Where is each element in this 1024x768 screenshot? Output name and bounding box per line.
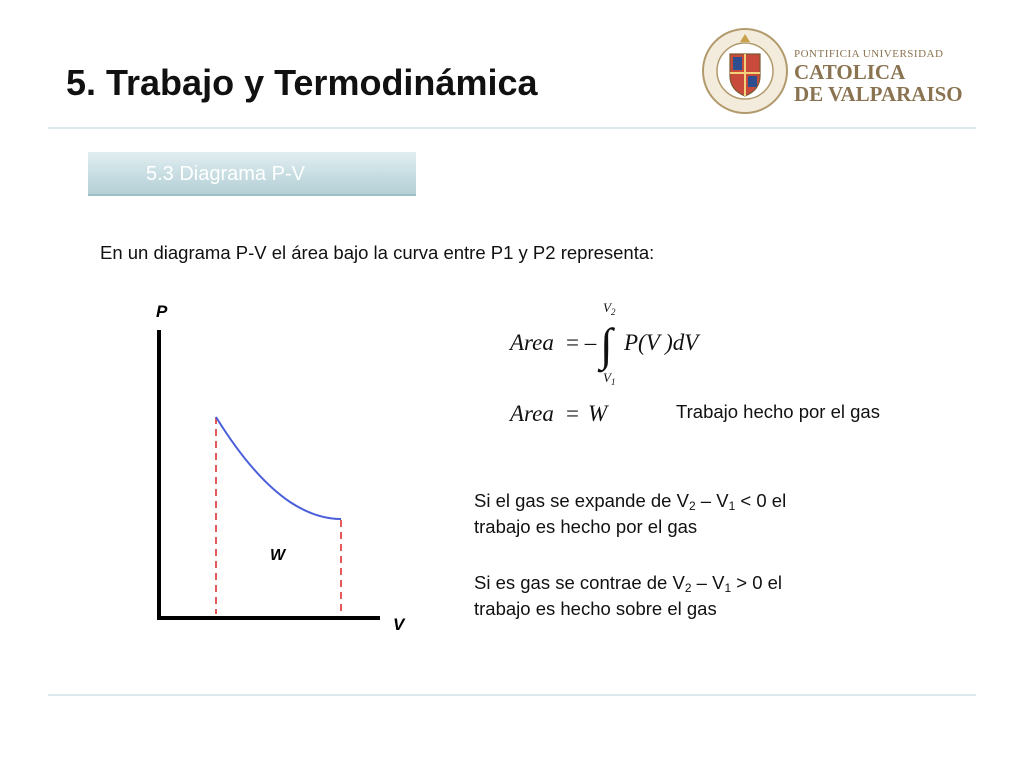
intro-text: En un diagrama P-V el área bajo la curva entre P1 y P2 representa: (100, 242, 655, 263)
equation-2-rhs: W (588, 401, 608, 426)
equation-2-lhs: Area (510, 401, 554, 426)
equation-2-equals: = (566, 401, 579, 426)
integral-sign: ∫ (600, 319, 613, 370)
work-label: W (270, 547, 286, 564)
header-divider (48, 127, 976, 129)
expansion-note (474, 488, 924, 540)
p-axis-label: P (156, 302, 168, 321)
equation-1-rhs: P(V )dV (624, 330, 699, 355)
university-seal-icon (700, 26, 790, 116)
logo-line-3: DE VALPARAISO (794, 82, 963, 106)
expansion-note-line-1: Si el gas se expande de $V_2 - V_1 < 0$ el (474, 490, 787, 513)
equation-1-equals: = – (566, 330, 597, 355)
university-name (794, 48, 963, 105)
compression-note-line-2: trabajo es hecho sobre el gas (474, 598, 717, 619)
logo-line-1: PONTIFICIA UNIVERSIDAD (794, 48, 944, 60)
expansion-note-line-2: trabajo es hecho por el gas (474, 516, 698, 537)
logo-line-2: CATOLICA (794, 60, 906, 84)
equation-1-lhs: Area (510, 330, 554, 355)
compression-note-line-1: Si es gas se contrae de $V_2 - V_1 > 0$ el (474, 572, 783, 595)
work-caption: Trabajo hecho por el gas (676, 401, 880, 422)
compression-note (474, 570, 924, 622)
section-badge: 5.3 Diagrama P-V (88, 152, 416, 196)
lower-limit: $V_1$ (603, 370, 616, 387)
university-logo (700, 26, 980, 118)
slide-title: 5. Trabajo y Termodinámica (66, 62, 538, 103)
pv-diagram (140, 292, 430, 642)
v-axis-label: V (393, 615, 405, 634)
upper-limit: $V_2$ (603, 300, 616, 317)
pv-curve (216, 417, 341, 519)
footer-divider (48, 694, 976, 696)
